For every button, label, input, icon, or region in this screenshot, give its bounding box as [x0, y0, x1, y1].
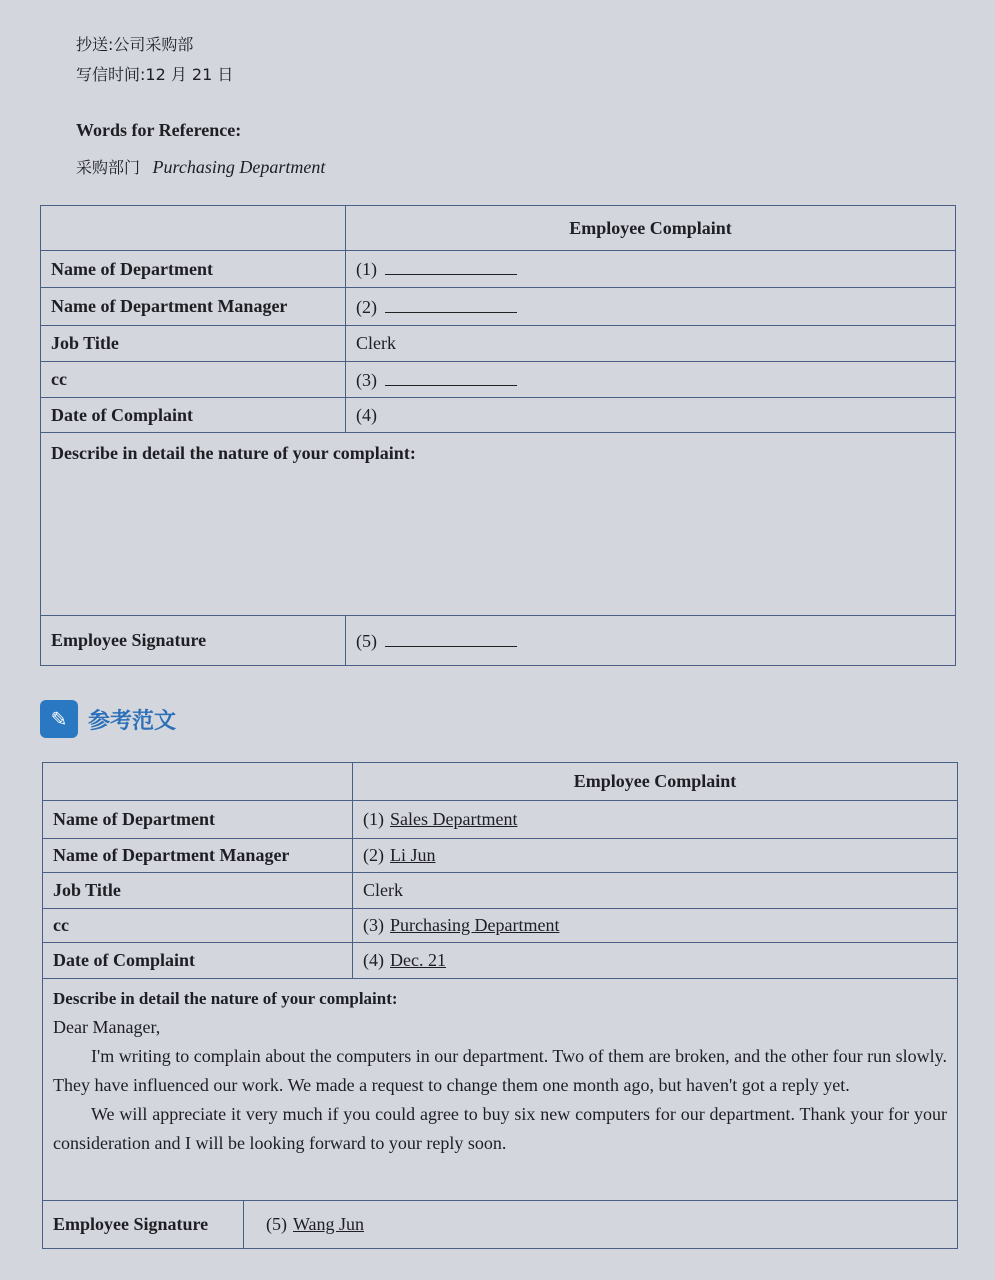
- answer-field-3[interactable]: (3): [346, 362, 956, 398]
- row-label: Name of Department Manager: [41, 288, 346, 326]
- complaint-form-sample: [42, 762, 958, 1249]
- row-value: (2) Li Jun: [353, 839, 958, 873]
- answer-field-4[interactable]: (4): [346, 398, 956, 433]
- form-title: Employee Complaint: [346, 206, 956, 251]
- letter-greeting: Dear Manager,: [53, 1017, 161, 1037]
- complaint-letter: [53, 1013, 947, 1158]
- row-label: Name of Department: [43, 801, 353, 839]
- reference-entry: [76, 155, 325, 178]
- row-value: (3) Purchasing Department: [353, 909, 958, 943]
- reference-en: Purchasing Department: [152, 157, 326, 177]
- form-title: Employee Complaint: [353, 763, 958, 801]
- row-label: cc: [43, 909, 353, 943]
- reference-cn: 采购部门: [76, 158, 141, 177]
- complaint-form-blank: [40, 205, 956, 666]
- row-label: Job Title: [41, 326, 346, 362]
- row-value: (4) Dec. 21: [353, 943, 958, 979]
- row-label: Date of Complaint: [43, 943, 353, 979]
- date-line: 写信时间:12 月 21 日: [76, 65, 234, 84]
- section-title: 参考范文: [88, 708, 177, 734]
- row-label: Date of Complaint: [41, 398, 346, 433]
- signature-label: Employee Signature: [41, 616, 346, 666]
- pen-note-icon: ✎: [40, 700, 78, 738]
- cc-line: 抄送:公司采购部: [76, 35, 194, 54]
- signature-label: Employee Signature: [43, 1201, 244, 1249]
- reference-title: Words for Reference:: [76, 120, 242, 140]
- signature-value: (5) Wang Jun: [244, 1201, 958, 1249]
- describe-area: [43, 979, 958, 1201]
- job-title-value: Clerk: [346, 326, 956, 362]
- row-label: Name of Department Manager: [43, 839, 353, 873]
- answer-field-1[interactable]: (1): [346, 251, 956, 288]
- describe-area[interactable]: Describe in detail the nature of your complaint:: [41, 433, 956, 616]
- answer-field-5[interactable]: (5): [346, 616, 956, 666]
- sample-section-heading: [40, 700, 176, 738]
- row-value: Clerk: [353, 873, 958, 909]
- letter-paragraph: We will appreciate it very much if you could agree to buy six new computers for our department. Thank your for your consideration and I will be looking forward to your reply soon.: [53, 1104, 947, 1153]
- row-label: Job Title: [43, 873, 353, 909]
- row-label: Name of Department: [41, 251, 346, 288]
- answer-field-2[interactable]: (2): [346, 288, 956, 326]
- row-label: cc: [41, 362, 346, 398]
- describe-label: Describe in detail the nature of your complaint:: [53, 989, 398, 1008]
- row-value: (1) Sales Department: [353, 801, 958, 839]
- letter-paragraph: I'm writing to complain about the computers in our department. Two of them are broken, and the other four run slowly. They have influenced our work. We made a request to change them one month ago, but haven't got a reply yet.: [53, 1046, 947, 1095]
